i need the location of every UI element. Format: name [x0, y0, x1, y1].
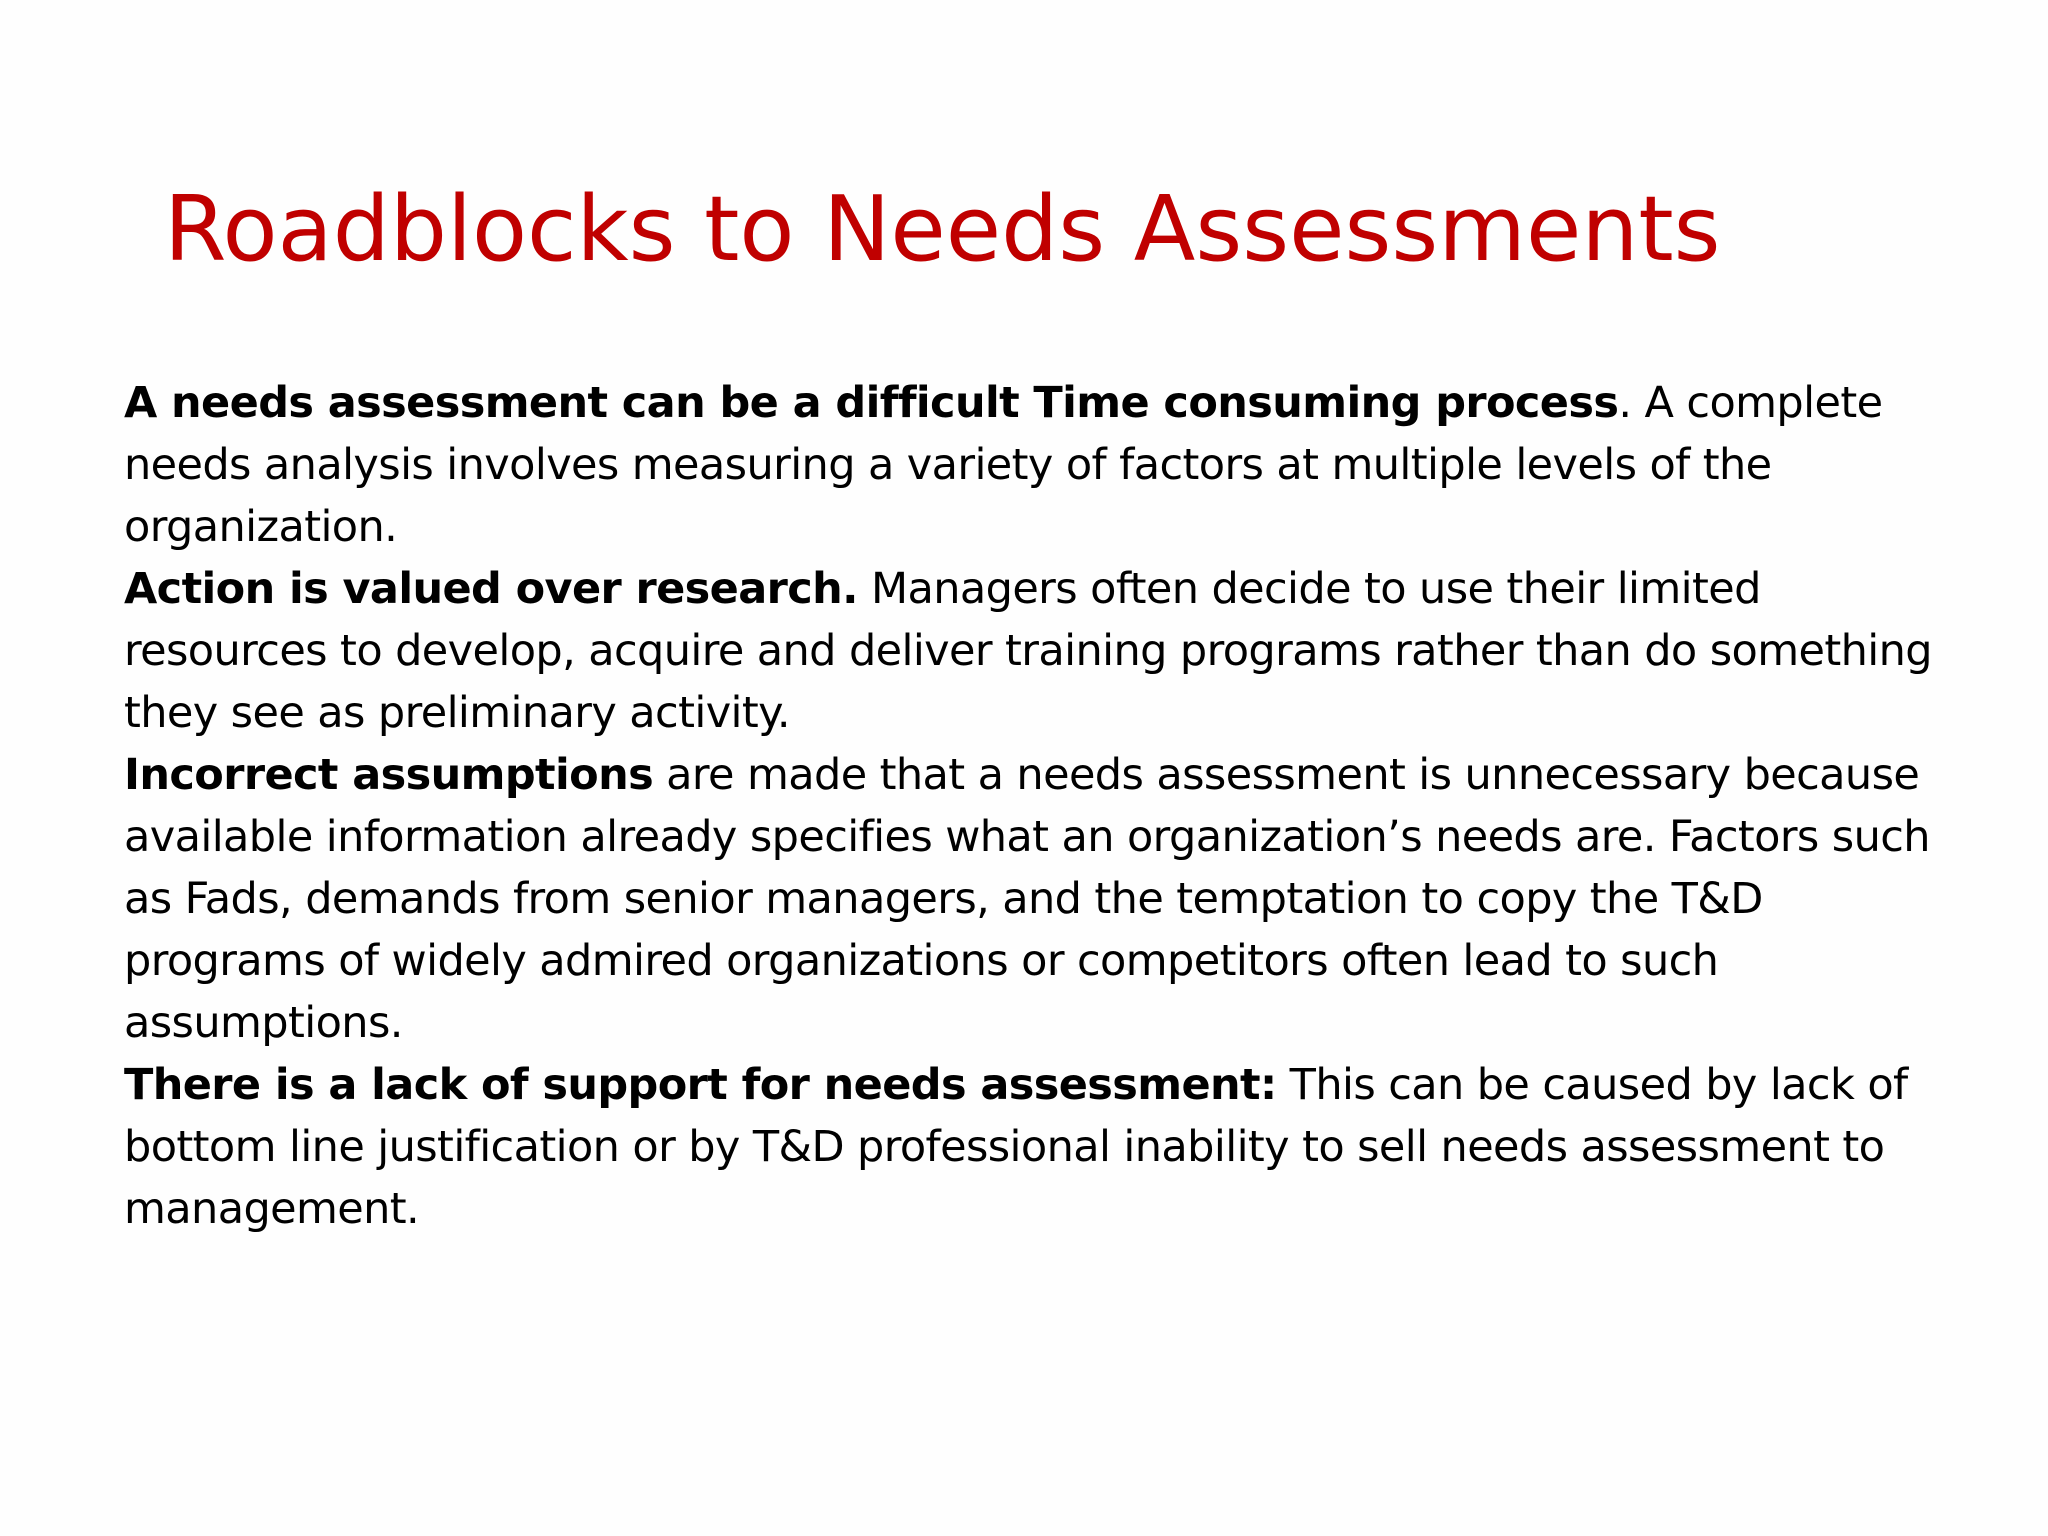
paragraph-text: are made that a needs assessment is unnecessary because available information already specifies what an organization’s needs are. Factors such as Fads, demands from senior managers, and the temptation to copy the T&D programs of widely admired organizations or competitors often lead to such assumptions.	[124, 750, 1930, 1048]
paragraph-heading: A needs assessment can be a difficult Time consuming process	[124, 378, 1619, 428]
paragraph-incorrect-assumptions	[124, 744, 1944, 1054]
slide-title: Roadblocks to Needs Assessments	[164, 177, 1721, 282]
paragraph-heading: Action is valued over research.	[124, 564, 858, 614]
paragraph-text: . A complete needs analysis involves measuring a variety of factors at multiple levels of the organization.	[124, 378, 1883, 552]
slide-body	[124, 372, 1944, 1240]
paragraph-heading: Incorrect assumptions	[124, 750, 654, 800]
paragraph-text: This can be caused by lack of bottom line justification or by T&D professional inability to sell needs assessment to management.	[124, 1060, 1908, 1234]
paragraph-lack-of-support	[124, 1054, 1944, 1240]
paragraph-time-consuming	[124, 372, 1944, 558]
paragraph-action-valued	[124, 558, 1944, 744]
paragraph-text: Managers often decide to use their limited resources to develop, acquire and deliver training programs rather than do something they see as preliminary activity.	[124, 564, 1932, 738]
paragraph-heading: There is a lack of support for needs assessment:	[124, 1060, 1277, 1110]
